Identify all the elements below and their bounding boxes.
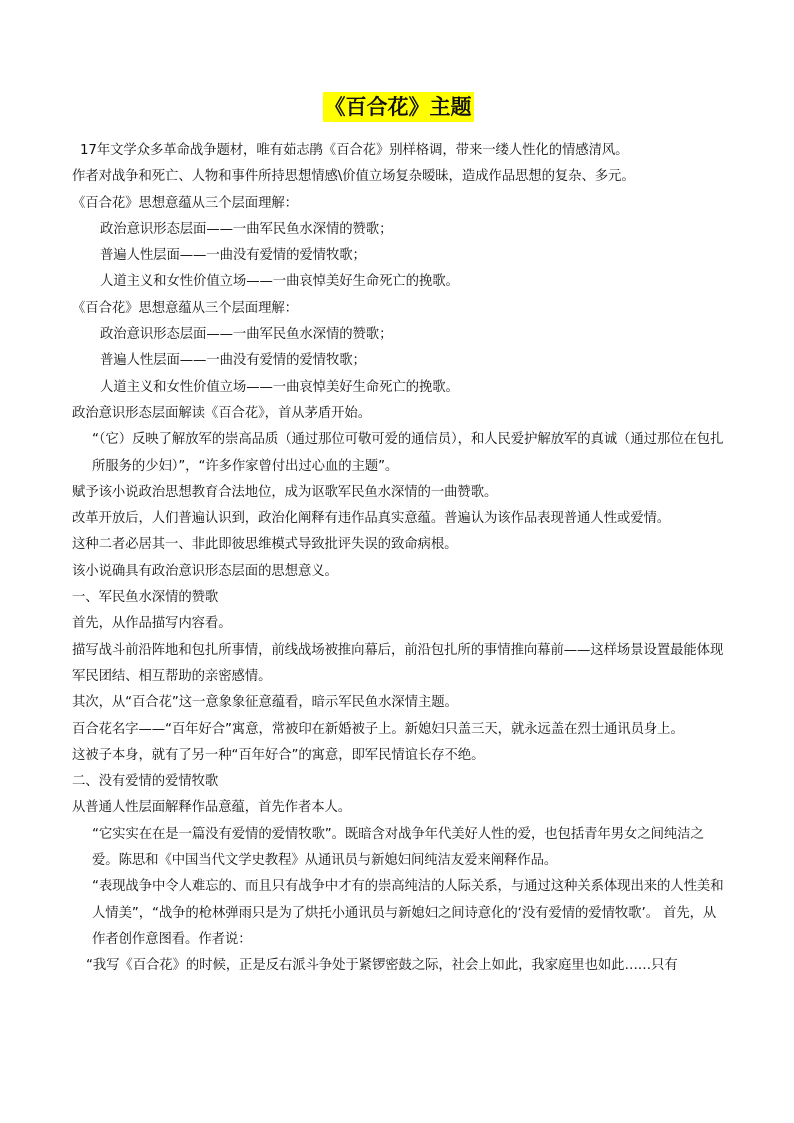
paragraph: 改革开放后，人们普遍认识到，政治化阐释有违作品真实意蕴。普遍认为该作品表现普通人性或爱情。 bbox=[72, 511, 671, 527]
section-heading: 一、军民鱼水深情的赞歌 bbox=[72, 590, 219, 606]
paragraph: “它实实在在是一篇没有爱情的爱情牧歌”。既暗含对战争年代美好人性的爱，也包括青年男女之间纯洁之爱。陈思和《中国当代文学史教程》从通讯员与新媳妇间纯洁友爱来阐释作品。 bbox=[92, 826, 704, 869]
paragraph: 《百合花》思想意蕴从三个层面理解： bbox=[72, 195, 298, 211]
paragraph: 人道主义和女性价值立场——一曲哀悼美好生命死亡的挽歌。 bbox=[100, 274, 459, 290]
paragraph: 人道主义和女性价值立场——一曲哀悼美好生命死亡的挽歌。 bbox=[100, 379, 459, 395]
paragraph: 描写战斗前沿阵地和包扎所事情，前线战场被推向幕后，前沿包扎所的事情推向幕前——这样场景设置最能体现军民团结、相互帮助的亲密感情。 bbox=[72, 642, 724, 684]
title-wrap bbox=[72, 92, 724, 122]
paragraph: 赋予该小说政治思想教育合法地位，成为讴歌军民鱼水深情的一曲赞歌。 bbox=[72, 484, 498, 500]
paragraph: 其次，从“百合花”这一意象象征意蕴看，暗示军民鱼水深情主题。 bbox=[72, 695, 458, 711]
paragraph: 《百合花》思想意蕴从三个层面理解： bbox=[72, 300, 298, 316]
paragraph: 作者对战争和死亡、人物和事件所持思想情感\价值立场复杂暧昧，造成作品思想的复杂、多元。 bbox=[72, 169, 635, 185]
paragraph: 政治意识形态层面解读《百合花》，首从茅盾开始。 bbox=[72, 405, 371, 421]
document-title: 《百合花》主题 bbox=[323, 92, 474, 122]
section-heading: 二、没有爱情的爱情牧歌 bbox=[72, 774, 219, 790]
paragraph: 这被子本身，就有了另一种“百年好合”的寓意，即军民情谊长存不绝。 bbox=[72, 747, 485, 763]
paragraph: 普遍人性层面——一曲没有爱情的爱情牧歌； bbox=[100, 248, 366, 264]
paragraph: 政治意识形态层面——一曲军民鱼水深情的赞歌； bbox=[100, 221, 393, 237]
paragraph: 百合花名字——“百年好合”寓意，常被印在新婚被子上。新媳妇只盖三天，就永远盖在烈士通讯员身上。 bbox=[72, 721, 684, 737]
paragraph: 17年文学众多革命战争题材，唯有茹志鹃《百合花》别样格调，带来一缕人性化的情感清风。 bbox=[80, 143, 629, 158]
document-page bbox=[72, 92, 724, 980]
paragraph: “（它）反映了解放军的崇高品质（通过那位可敬可爱的通信员），和人民爱护解放军的真诚（通过那位在包扎所服务的少妇）”，“许多作家曾付出过心血的主题”。 bbox=[92, 432, 724, 474]
paragraph: “我写《百合花》的时候，正是反右派斗争处于紧锣密鼓之际，社会上如此，我家庭里也如此……只有 bbox=[86, 958, 678, 974]
paragraph: 该小说确具有政治意识形态层面的思想意义。 bbox=[72, 563, 338, 579]
paragraph: 普遍人性层面——一曲没有爱情的爱情牧歌； bbox=[100, 353, 366, 369]
paragraph: 首先，从作品描写内容看。 bbox=[72, 616, 232, 632]
paragraph: 这种二者必居其一、非此即彼思维模式导致批评失误的致命病根。 bbox=[72, 537, 458, 553]
paragraph: 政治意识形态层面——一曲军民鱼水深情的赞歌； bbox=[100, 327, 393, 343]
paragraph: 从普通人性层面解释作品意蕴，首先作者本人。 bbox=[72, 800, 352, 816]
paragraph: “表现战争中令人难忘的、而且只有战争中才有的崇高纯洁的人际关系，与通过这种关系体现出来的人性美和人情美”，“战争的枪林弹雨只是为了烘托小通讯员与新媳妇之间诗意化的‘没有爱情的爱情牧歌’。 首先，从作者创作意图看。作者说： bbox=[92, 879, 724, 947]
